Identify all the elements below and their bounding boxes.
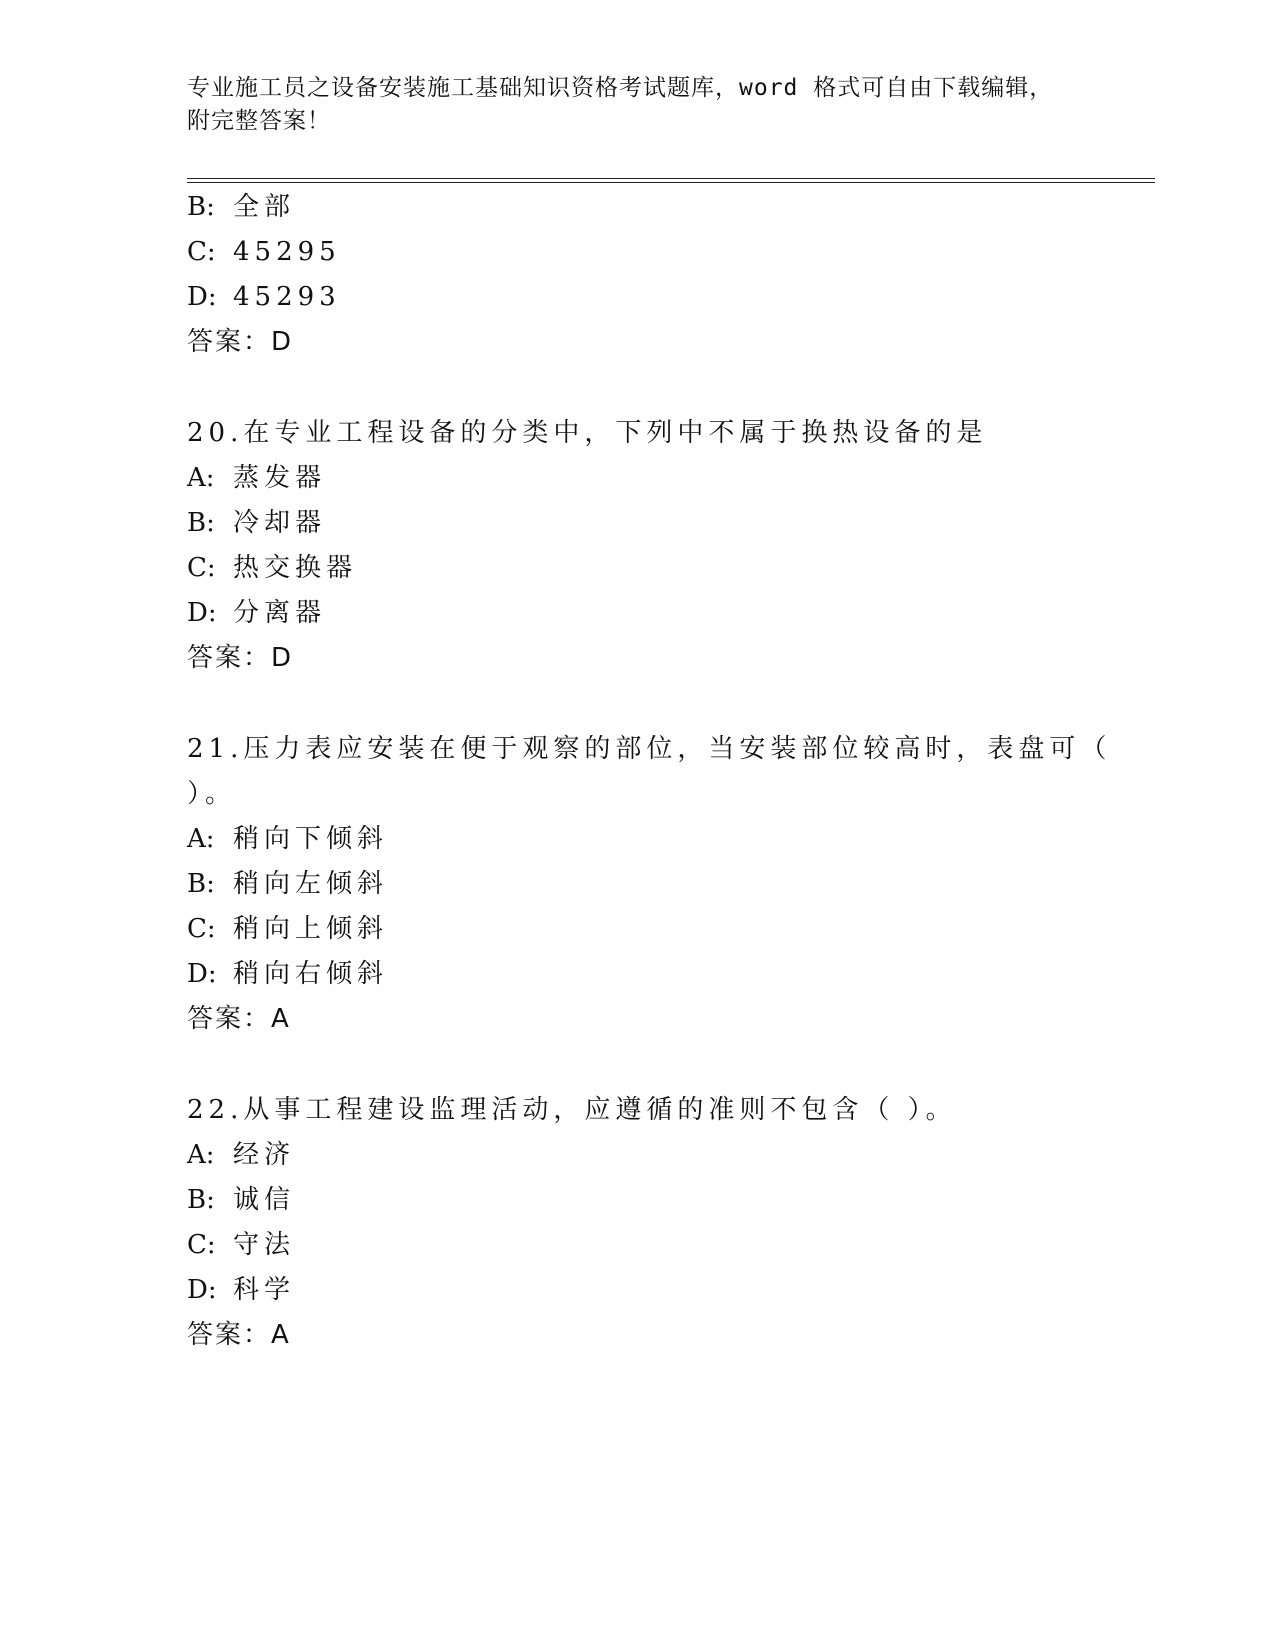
option-text: 稍向左倾斜 — [233, 869, 389, 899]
q22-option-a — [187, 1138, 295, 1172]
option-text: 热交换器 — [233, 553, 358, 583]
document-header — [187, 72, 1087, 138]
option-text: 稍向右倾斜 — [233, 959, 389, 989]
q21-option-c — [187, 912, 388, 946]
option-key: A: — [187, 1140, 215, 1170]
option-key: A: — [187, 463, 215, 493]
q20-question: 20.在专业工程设备的分类中，下列中不属于换热设备的是 — [187, 418, 988, 448]
option-key: B: — [187, 1185, 215, 1215]
option-text: 稍向下倾斜 — [233, 824, 389, 854]
option-text: 分离器 — [233, 598, 327, 628]
q22-option-c — [187, 1228, 295, 1262]
option-key: C: — [187, 1230, 216, 1260]
option-text: 诚信 — [233, 1185, 296, 1215]
q19-answer: 答案：D — [187, 327, 294, 357]
q20-option-a — [187, 461, 326, 495]
option-key: C: — [187, 237, 216, 267]
q21-option-b — [187, 867, 388, 901]
option-key: A: — [187, 824, 215, 854]
q22-option-d — [187, 1273, 295, 1307]
option-key: D: — [187, 598, 217, 628]
q19-option-d — [187, 280, 341, 314]
option-key: D: — [187, 959, 217, 989]
q21-question-line-1: 21.压力表应安装在便于观察的部位，当安装部位较高时，表盘可（ — [187, 734, 1112, 764]
option-key: D: — [187, 1275, 217, 1305]
option-text: 经济 — [233, 1140, 296, 1170]
option-text: 守法 — [233, 1230, 296, 1260]
q20-answer: 答案：D — [187, 643, 294, 673]
option-text: 45295 — [233, 237, 341, 267]
option-key: B: — [187, 869, 215, 899]
option-key: C: — [187, 914, 216, 944]
q20-option-b — [187, 506, 326, 540]
q20-option-c — [187, 551, 357, 585]
q21-question-line-2: ）。 — [187, 779, 237, 809]
header-divider-top — [187, 178, 1155, 179]
option-key: C: — [187, 553, 216, 583]
option-key: B: — [187, 508, 215, 538]
q21-option-a — [187, 822, 388, 856]
option-text: 科学 — [233, 1275, 296, 1305]
option-text: 全部 — [233, 192, 296, 222]
q20-option-d — [187, 596, 326, 630]
q21-answer: 答案：A — [187, 1004, 291, 1034]
header-line-2: 附完整答案！ — [187, 108, 331, 134]
option-text: 稍向上倾斜 — [233, 914, 389, 944]
q19-option-b — [187, 190, 295, 224]
q22-option-b — [187, 1183, 295, 1217]
option-key: D: — [187, 282, 217, 312]
q19-option-c — [187, 235, 341, 269]
option-text: 蒸发器 — [233, 463, 327, 493]
option-text: 冷却器 — [233, 508, 327, 538]
option-text: 45293 — [233, 282, 341, 312]
header-divider-bottom — [187, 182, 1155, 183]
header-line-1: 专业施工员之设备安装施工基础知识资格考试题库，word 格式可自由下载编辑， — [187, 75, 1054, 101]
q22-answer: 答案：A — [187, 1320, 291, 1350]
q21-option-d — [187, 957, 388, 991]
q22-question: 22.从事工程建设监理活动，应遵循的准则不包含（ ）。 — [187, 1095, 957, 1125]
option-key: B: — [187, 192, 215, 222]
